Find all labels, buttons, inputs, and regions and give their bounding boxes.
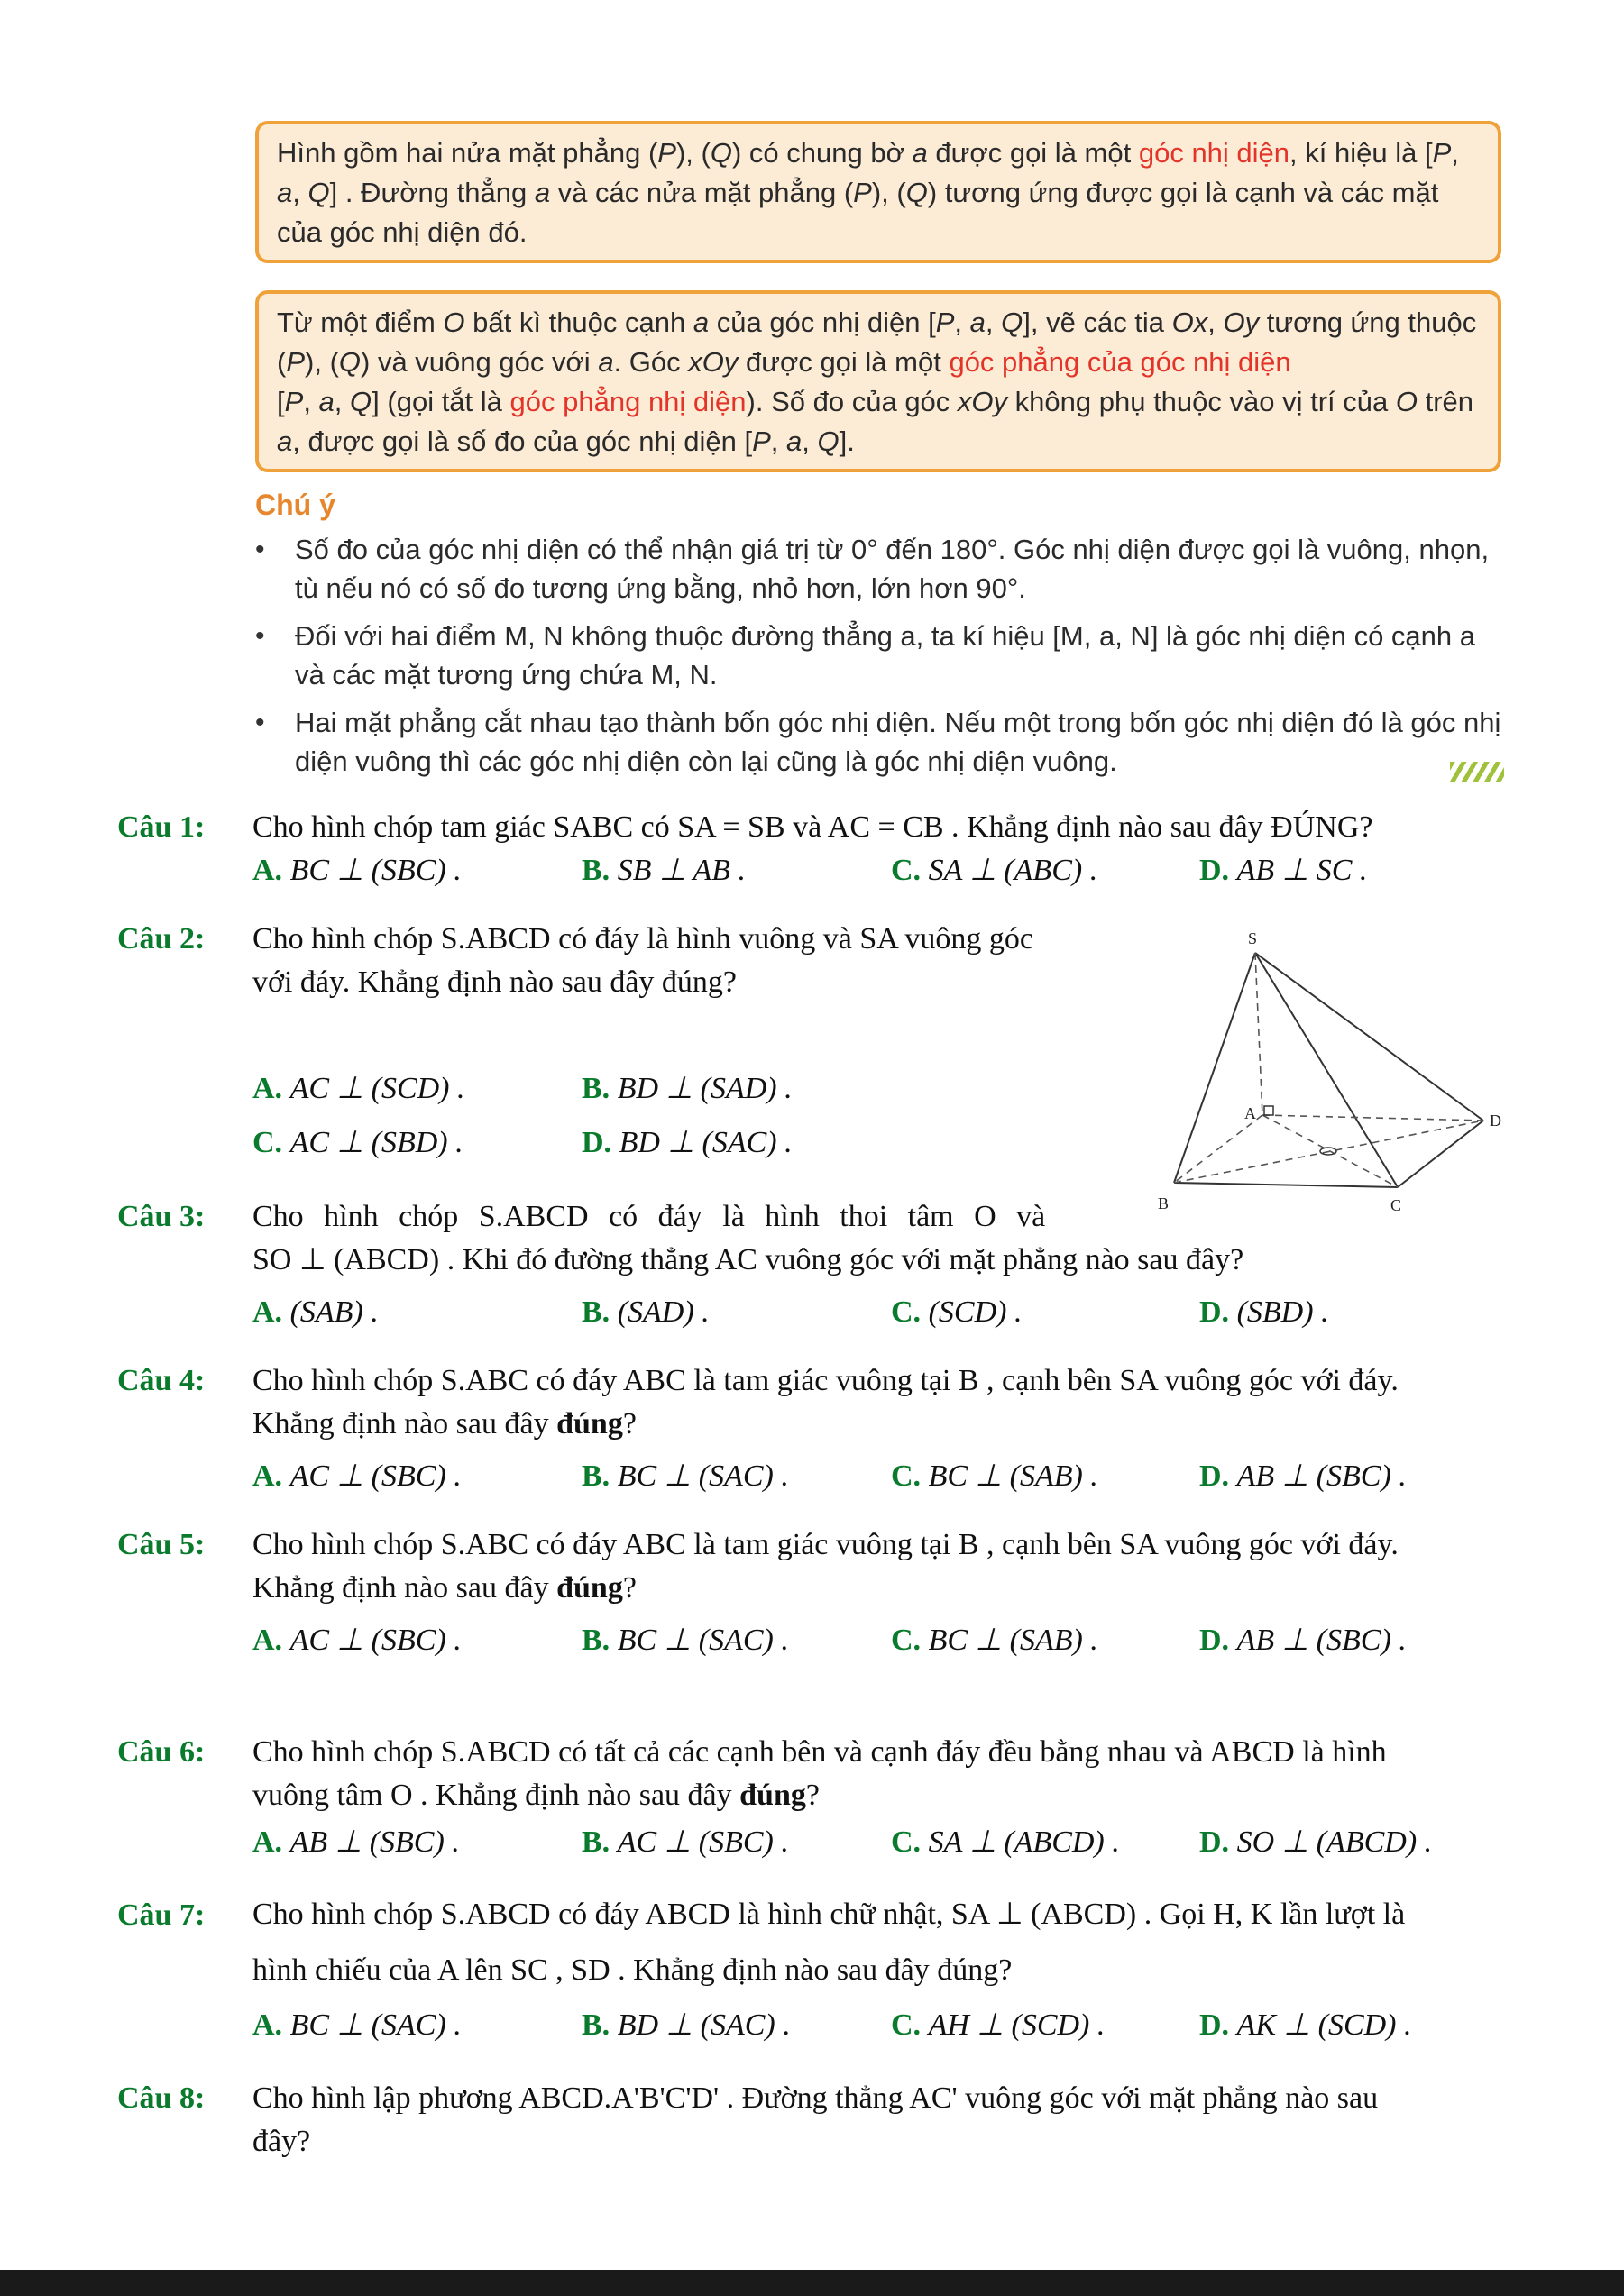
option-text: BC ⊥ (SAC) . (617, 1459, 789, 1493)
note-bullet: • Hai mặt phẳng cắt nhau tạo thành bốn góc nhị diện. Nếu một trong bốn góc nhị diện đó là góc nhị diện vuông thì các góc nhị diện còn lại cũng là góc nhị diện vuông. (255, 703, 1509, 781)
var: a (912, 137, 928, 169)
var: Q (817, 425, 840, 457)
option-text: AK ⊥ (SCD) . (1236, 2008, 1412, 2042)
option-b[interactable] (582, 1619, 789, 1662)
question-number: Câu 1: (117, 810, 206, 844)
text-line: Khẳng định nào sau đây (252, 1407, 557, 1441)
option-text: BD ⊥ (SAC) . (619, 1126, 793, 1159)
options (252, 2004, 1515, 2047)
option-letter: D. (582, 1126, 612, 1159)
text: Từ một điểm (277, 306, 444, 338)
question-text: Cho hình chóp tam giác SABC có SA = SB và AC = CB . Khẳng định nào sau đây ĐÚNG? (252, 810, 1373, 844)
text-line: SO ⊥ (ABCD) . Khi đó đường thẳng AC vuông góc với mặt phẳng nào sau đây? (252, 1243, 1244, 1276)
option-text: BC ⊥ (SAC) . (617, 1624, 789, 1657)
question-1 (117, 806, 1524, 905)
question-4 (117, 1359, 1524, 1504)
option-b[interactable] (582, 1291, 710, 1334)
question-text (252, 2077, 1378, 2163)
option-letter: D. (1199, 1295, 1230, 1329)
text-line: Cho hình chóp S.ABCD có tất cả các cạnh bên và cạnh đáy đều bằng nhau và ABCD là hình (252, 1735, 1387, 1769)
option-text: (SAD) . (617, 1295, 710, 1329)
option-letter: B. (582, 1072, 610, 1105)
text-line: hình chiếu của A lên SC , SD . Khẳng định nào sau đây đúng? (252, 1953, 1013, 1987)
text: Hình gồm hai nửa mặt phẳng ( (277, 137, 658, 169)
question-number: Câu 6: (117, 1735, 206, 1769)
option-text: AC ⊥ (SBD) . (289, 1126, 463, 1159)
var: O (1395, 386, 1418, 417)
option-c[interactable] (891, 1821, 1120, 1864)
text-line: với đáy. Khẳng định nào sau đây đúng? (252, 965, 737, 999)
text: ). Số đo của góc (746, 386, 958, 417)
var: a (786, 425, 803, 457)
label-d: D (1490, 1111, 1501, 1130)
text: , (985, 306, 1002, 338)
label-c: C (1390, 1196, 1402, 1214)
question-text (252, 1195, 1243, 1282)
option-letter: B. (582, 1624, 610, 1657)
option-text: AC ⊥ (SCD) . (289, 1072, 465, 1105)
highlight-term: góc nhị diện (1138, 137, 1290, 169)
bottom-bar (0, 2270, 1624, 2296)
text-line: vuông tâm O . Khẳng định nào sau đây (252, 1779, 740, 1812)
option-letter: C. (891, 2008, 922, 2042)
diagonal-bd (1174, 1121, 1483, 1183)
var: Q (1001, 306, 1023, 338)
option-text: BC ⊥ (SAC) . (289, 2008, 462, 2042)
note-bullet: • Đối với hai điểm M, N không thuộc đường thẳng a, ta kí hiệu [M, a, N] là góc nhị diện có cạnh a và các mặt tương ứng chứa M, N. (255, 617, 1509, 694)
option-d[interactable] (1199, 2004, 1412, 2047)
text: , (292, 177, 308, 208)
option-text: AC ⊥ (SBC) . (617, 1825, 789, 1859)
option-letter: A. (252, 1459, 283, 1493)
option-c[interactable] (252, 1121, 463, 1165)
label-b: B (1158, 1194, 1170, 1212)
var: a (277, 177, 293, 208)
text-line: Cho hình chóp S.ABC có đáy ABC là tam giác vuông tại B , cạnh bên SA vuông góc với đáy. (252, 1528, 1399, 1561)
question-text (252, 1523, 1399, 1610)
question-number: Câu 5: (117, 1528, 206, 1561)
question-5 (117, 1523, 1524, 1668)
emphasis: đúng (739, 1779, 806, 1812)
var: P (1432, 137, 1452, 169)
text: , (802, 425, 818, 457)
option-b[interactable] (582, 2004, 791, 2047)
var: Q (338, 346, 362, 378)
text-line: Cho hình chóp S.ABCD có đáy là hình vuông và SA vuông góc (252, 922, 1034, 956)
var: a (318, 386, 335, 417)
option-d[interactable] (1199, 1455, 1407, 1498)
option-letter: A. (252, 854, 283, 887)
option-a[interactable] (252, 1821, 460, 1864)
text: , (334, 386, 351, 417)
text: , được gọi là số đo của góc nhị diện [ (292, 425, 753, 457)
option-text: AH ⊥ (SCD) . (928, 2008, 1106, 2042)
text: tương ứng thuộc ( (277, 306, 1477, 378)
option-a[interactable] (252, 1291, 379, 1334)
text: ? (622, 1407, 637, 1441)
pyramid-figure (1154, 924, 1515, 1221)
edge-ad (1262, 1115, 1483, 1121)
var: a (534, 177, 551, 208)
question-2 (117, 918, 1163, 1179)
var: a (693, 306, 710, 338)
text: , (954, 306, 970, 338)
option-text: SB ⊥ AB . (617, 854, 746, 887)
edge-ab (1174, 1115, 1262, 1183)
var: xOy (688, 346, 739, 378)
options (252, 849, 1515, 892)
text: ), ( (305, 346, 339, 378)
option-d[interactable] (582, 1121, 793, 1165)
question-text (252, 1359, 1399, 1446)
var: xOy (957, 386, 1008, 417)
option-text: SO ⊥ (ABCD) . (1236, 1825, 1433, 1859)
text: không phụ thuộc vào vị trí của (1007, 386, 1396, 417)
option-letter: C. (891, 854, 922, 887)
question-text (252, 918, 1033, 1004)
options (252, 1291, 1515, 1334)
label-a: A (1244, 1104, 1256, 1122)
option-text: (SCD) . (928, 1295, 1023, 1329)
text-line: Khẳng định nào sau đây (252, 1571, 557, 1605)
option-letter: D. (1199, 854, 1230, 887)
definition-box-plane-angle: Từ một điểm O bất kì thuộc cạnh a của góc nhị diện [P, a, Q], vẽ các tia Ox, Oy tương ứng thuộc (P), (Q) và vuông góc với a. Góc xOy được gọi là một góc phẳng của góc nhị diện [P, a, Q] (gọi tắt là góc phẳng nhị diện). Số đo của góc xOy không phụ thuộc vào vị trí của O trên a, được gọi là số đo của góc nhị diện [P, a, Q]. (255, 290, 1501, 472)
option-letter: C. (891, 1825, 922, 1859)
text: ) và vuông góc với (361, 346, 599, 378)
option-d[interactable] (1199, 1619, 1407, 1662)
label-s: S (1248, 929, 1258, 947)
var: Q (710, 137, 732, 169)
option-a[interactable] (252, 1455, 462, 1498)
option-text: AB ⊥ (SBC) . (1236, 1624, 1407, 1657)
text: . Góc (613, 346, 689, 378)
text: ), ( (871, 177, 906, 208)
text: , (1451, 137, 1459, 169)
var: P (284, 386, 304, 417)
question-number: Câu 8: (117, 2081, 206, 2115)
text: ], vẽ các tia (1023, 306, 1172, 338)
var: P (752, 425, 771, 457)
edge-sa (1255, 953, 1262, 1115)
text: trên (1418, 386, 1474, 417)
question-3 (117, 1195, 1524, 1340)
text: ? (805, 1779, 820, 1812)
option-letter: D. (1199, 2008, 1230, 2042)
question-7 (117, 1894, 1524, 2056)
option-d[interactable] (1199, 849, 1367, 892)
option-letter: A. (252, 1825, 283, 1859)
option-letter: C. (891, 1295, 922, 1329)
option-text: AB ⊥ SC . (1236, 854, 1368, 887)
text: được gọi là một (738, 346, 950, 378)
question-text (252, 1731, 1387, 1817)
option-a[interactable] (252, 849, 462, 892)
option-d[interactable] (1199, 1291, 1329, 1334)
text: ? (622, 1571, 637, 1605)
edge-cd (1398, 1121, 1483, 1187)
var: Q (905, 177, 928, 208)
option-a[interactable] (252, 1067, 465, 1111)
var: a (598, 346, 614, 378)
option-letter: C. (252, 1126, 283, 1159)
option-text: SA ⊥ (ABC) . (928, 854, 1098, 887)
definition-box-dihedral-angle (255, 121, 1501, 263)
text: và các nửa mặt phẳng ( (550, 177, 854, 208)
option-d[interactable] (1199, 1821, 1432, 1864)
option-letter: A. (252, 1072, 283, 1105)
text: , (303, 386, 319, 417)
text: được gọi là một (927, 137, 1139, 169)
option-letter: A. (252, 1295, 283, 1329)
text-line: Cho hình chóp S.ABCD có đáy ABCD là hình chữ nhật, SA ⊥ (ABCD) . Gọi H, K lần lượt là (252, 1898, 1406, 1931)
text: , kí hiệu là [ (1289, 137, 1433, 169)
options (252, 1821, 1515, 1864)
text: ) có chung bờ (731, 137, 913, 169)
var: Q (350, 386, 372, 417)
decorative-hatch (1450, 762, 1504, 782)
option-text: SA ⊥ (ABCD) . (928, 1825, 1120, 1859)
var: P (657, 137, 676, 169)
question-6 (117, 1731, 1524, 1875)
text-line: Cho hình chóp S.ABC có đáy ABC là tam giác vuông tại B , cạnh bên SA vuông góc với đáy. (252, 1364, 1399, 1397)
note-bullets (255, 530, 1509, 790)
var: P (286, 346, 306, 378)
option-letter: B. (582, 1459, 610, 1493)
options (252, 1455, 1515, 1498)
text: (gọi tắt là (379, 386, 510, 417)
option-text: (SAB) . (289, 1295, 379, 1329)
edge-bc (1174, 1183, 1398, 1187)
text: bất kì thuộc cạnh (464, 306, 693, 338)
edge-sd (1255, 953, 1483, 1121)
option-letter: B. (582, 2008, 610, 2042)
option-a[interactable] (252, 1619, 462, 1662)
right-angle-mark (1264, 1106, 1273, 1115)
question-number: Câu 3: (117, 1200, 206, 1233)
question-8 (117, 2077, 1524, 2176)
option-text: AC ⊥ (SBC) . (289, 1624, 462, 1657)
option-text: BC ⊥ (SAB) . (928, 1624, 1098, 1657)
text: ] . Đường thẳng (329, 177, 535, 208)
question-number: Câu 2: (117, 922, 206, 956)
highlight-term: góc phẳng nhị diện (509, 386, 747, 417)
text-line: đây? (252, 2125, 311, 2158)
option-text: BC ⊥ (SAB) . (928, 1459, 1098, 1493)
var: O (443, 306, 465, 338)
var: P (853, 177, 872, 208)
option-c[interactable] (891, 1619, 1098, 1662)
question-number: Câu 4: (117, 1364, 206, 1397)
text: ) tương ứng được gọi là cạnh và các mặt của góc nhị diện đó. (277, 177, 1439, 248)
emphasis: đúng (556, 1407, 623, 1441)
option-b[interactable] (582, 1821, 789, 1864)
text: ), ( (675, 137, 711, 169)
var: Ox (1171, 306, 1208, 338)
option-letter: D. (1199, 1459, 1230, 1493)
option-letter: C. (891, 1459, 922, 1493)
option-letter: B. (582, 1295, 610, 1329)
edge-sb (1174, 953, 1255, 1183)
option-letter: A. (252, 2008, 283, 2042)
note-bullet: • Số đo của góc nhị diện có thể nhận giá trị từ 0° đến 180°. Góc nhị diện được gọi là vuông, nhọn, tù nếu nó có số đo tương ứng bằng, nhỏ hơn, lớn hơn 90°. (255, 530, 1509, 608)
option-c[interactable] (891, 1291, 1022, 1334)
highlight-term: góc phẳng của góc nhị diện (949, 346, 1291, 378)
option-letter: B. (582, 854, 610, 887)
option-text: AB ⊥ (SBC) . (1236, 1459, 1407, 1493)
option-text: BD ⊥ (SAC) . (617, 2008, 791, 2042)
var: Oy (1223, 306, 1260, 338)
text: , (770, 425, 787, 457)
emphasis: đúng (556, 1571, 623, 1605)
option-letter: A. (252, 1624, 283, 1657)
option-a[interactable] (252, 2004, 462, 2047)
diagonal-ac (1262, 1115, 1398, 1187)
option-text: AC ⊥ (SBC) . (289, 1459, 462, 1493)
option-text: BC ⊥ (SBC) . (289, 854, 462, 887)
question-text (252, 1887, 1405, 1999)
option-letter: D. (1199, 1624, 1230, 1657)
option-letter: B. (582, 1825, 610, 1859)
var: a (277, 425, 293, 457)
option-text: AB ⊥ (SBC) . (289, 1825, 460, 1859)
option-c[interactable] (891, 2004, 1105, 2047)
question-number: Câu 7: (117, 1898, 206, 1932)
text-line: Cho hình lập phương ABCD.A'B'C'D' . Đường thẳng AC' vuông góc với mặt phẳng nào sau (252, 2081, 1379, 2115)
var: Q (307, 177, 330, 208)
note-title: Chú ý (255, 489, 335, 521)
option-b[interactable] (582, 849, 746, 892)
var: P (935, 306, 955, 338)
var: a (969, 306, 986, 338)
option-letter: D. (1199, 1825, 1230, 1859)
option-text: BD ⊥ (SAD) . (617, 1072, 793, 1105)
text: , (1207, 306, 1224, 338)
option-letter: C. (891, 1624, 922, 1657)
option-b[interactable] (582, 1455, 789, 1498)
text: của góc nhị diện [ (709, 306, 936, 338)
option-b[interactable] (582, 1067, 793, 1111)
text-line: Cho hình chóp S.ABCD có đáy là hình thoi tâm O và (252, 1200, 1046, 1233)
option-c[interactable] (891, 1455, 1098, 1498)
option-c[interactable] (891, 849, 1097, 892)
option-text: (SBD) . (1236, 1295, 1329, 1329)
options (252, 1619, 1515, 1662)
